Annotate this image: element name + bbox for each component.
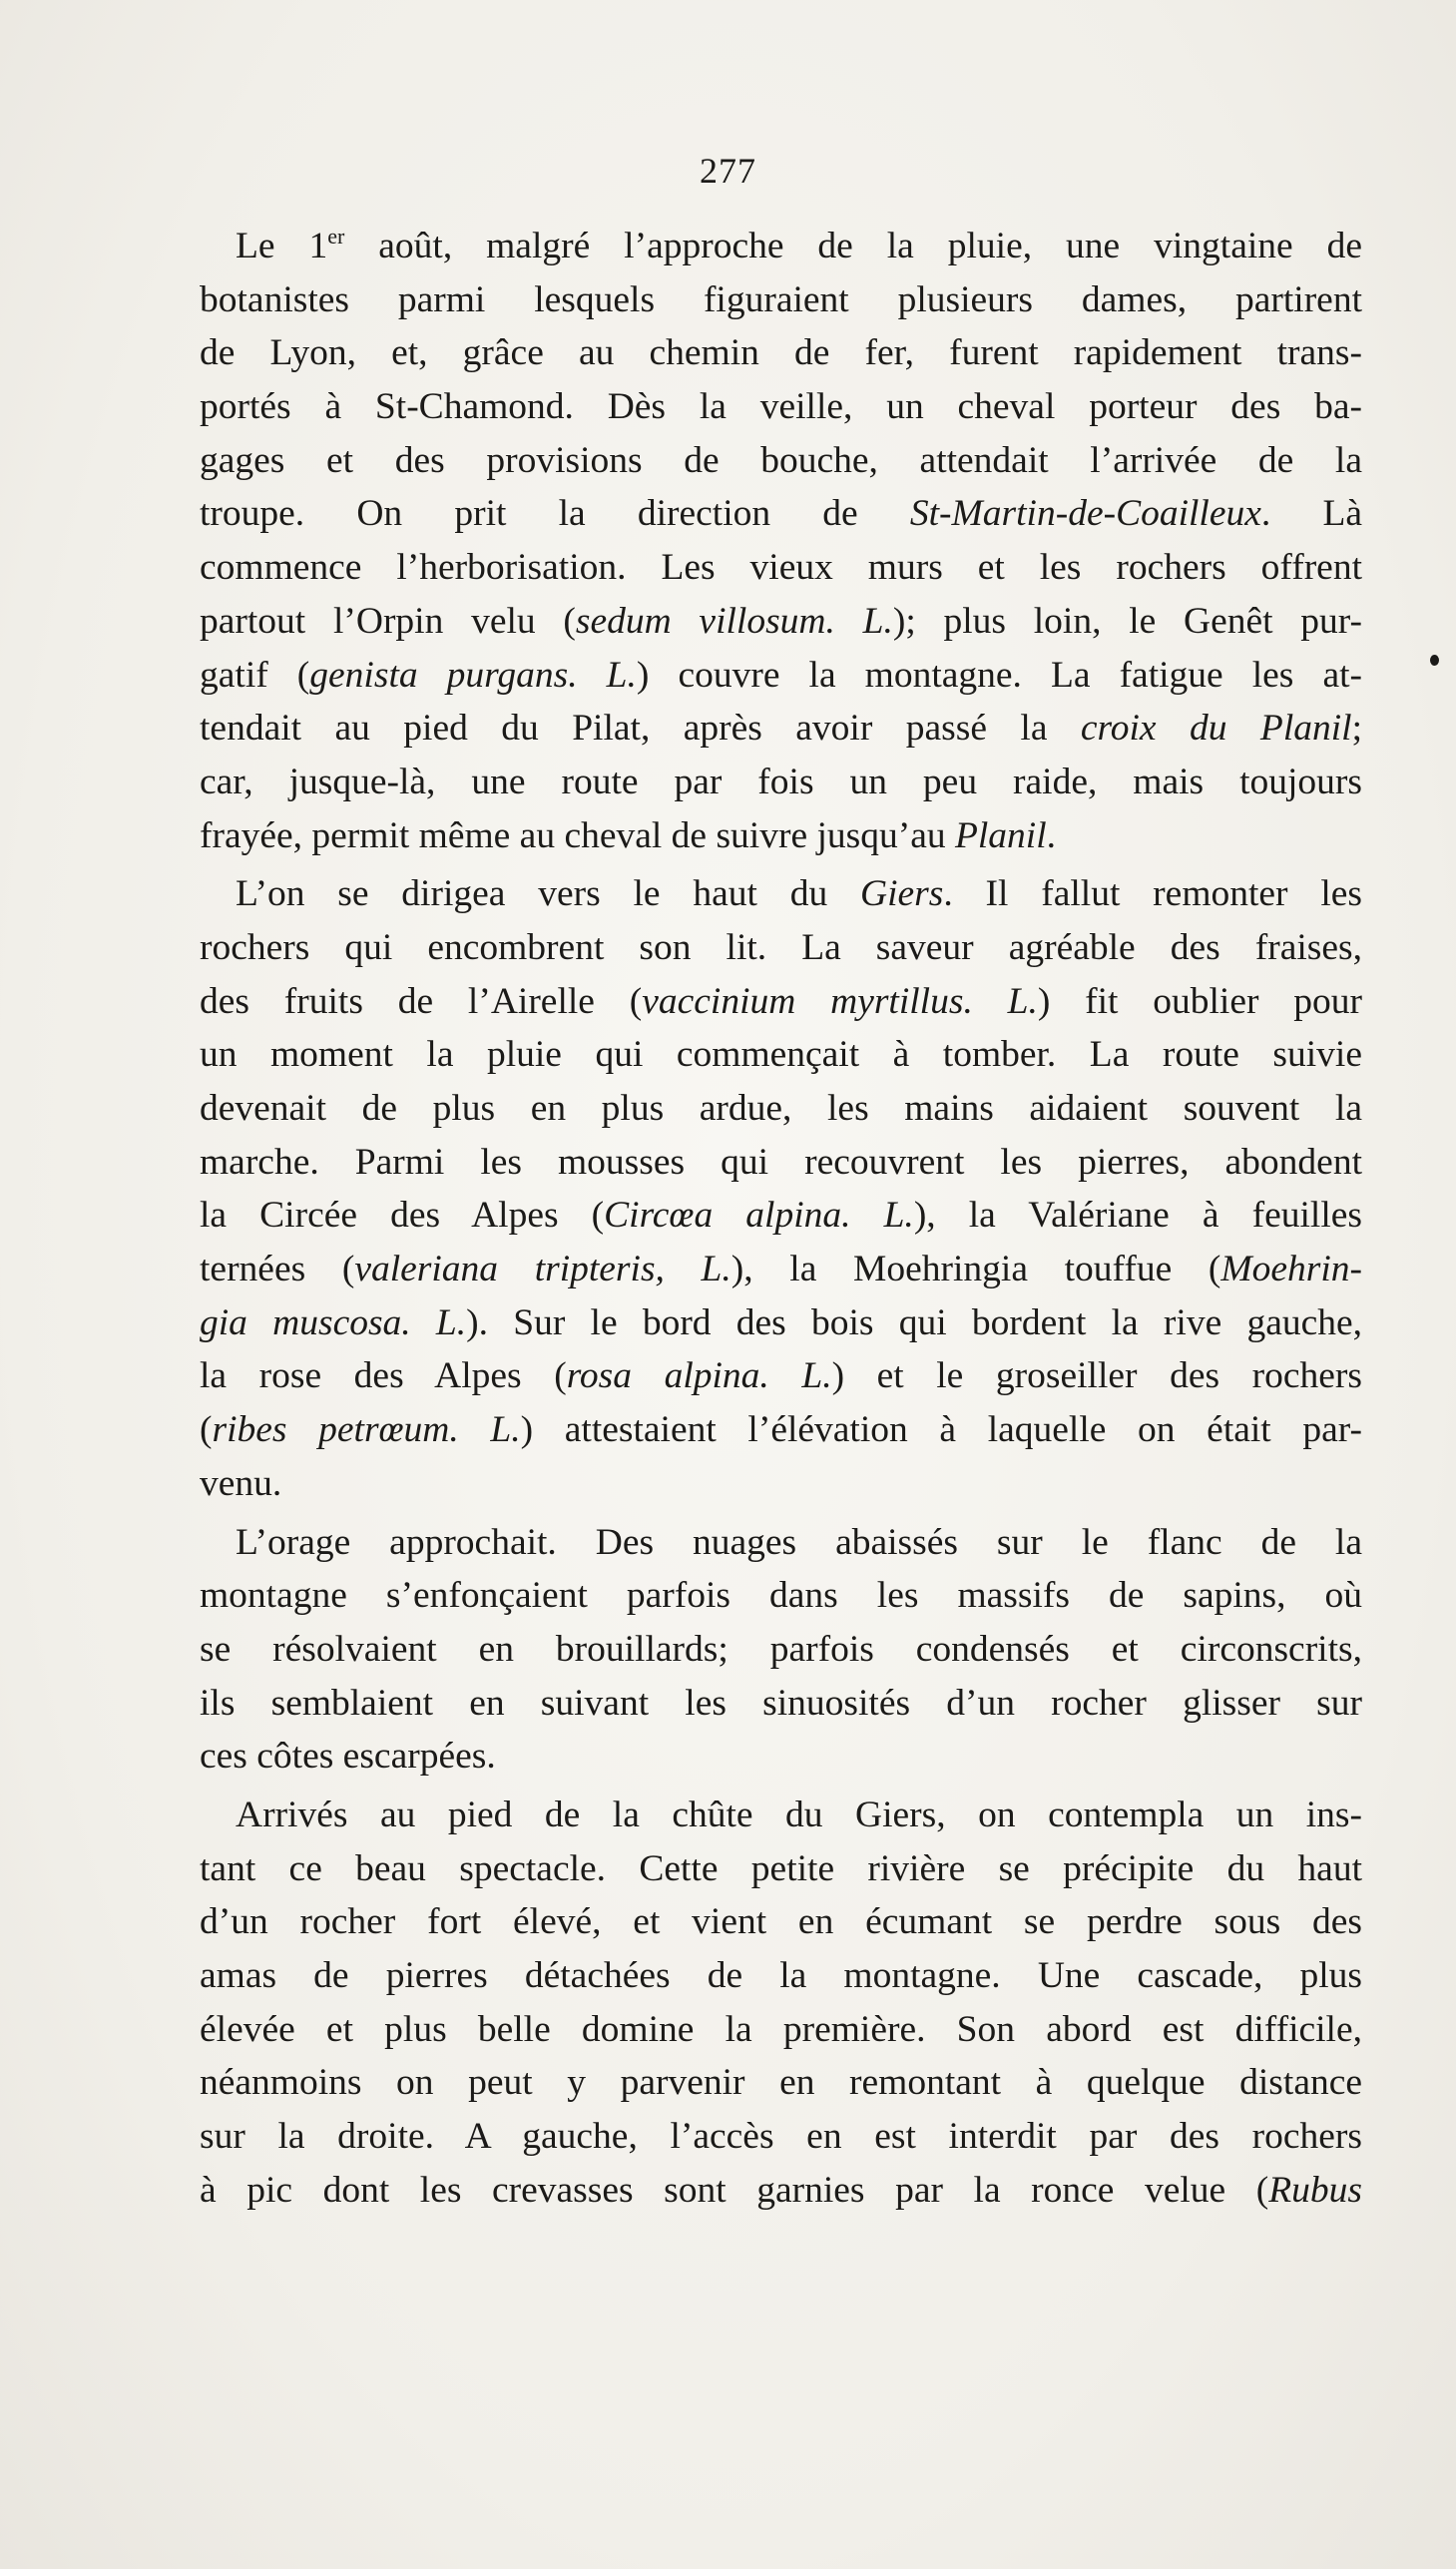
text-line: Arrivés au pied de la chûte du Giers, on contempla un ins- [236,1794,1362,1835]
place-name: St-Martin-de-Coailleux [909,493,1261,535]
paragraph-1 [200,220,1362,862]
text-line: portés à St-Chamond. Dès la veille, un cheval porteur des ba- [200,386,1362,428]
text-line: ils semblaient en suivant les sinuosités d’un rocher glisser sur [200,1682,1362,1724]
ink-mark [1430,655,1439,666]
text-line: tendait au pied du Pilat, après avoir passé la croix du Planil; [200,708,1362,750]
text-line: (ribes petrœum. L.) attestaient l’élévation à laquelle on était par- [200,1409,1362,1451]
text-line: ternées (valeriana tripteris, L.), la Moehringia touffue (Moehrin- [200,1249,1362,1290]
species-name: ribes petrœum. L. [212,1409,521,1451]
text-line: gages et des provisions de bouche, attendait l’arrivée de la [200,439,1362,481]
species-name: rosa alpina. L. [566,1355,832,1397]
text-line: L’on se dirigea vers le haut du Giers. Il fallut remonter les [236,873,1362,915]
text-line: ces côtes escarpées. [200,1736,496,1778]
text-line: devenait de plus en plus ardue, les mains aidaient souvent la [200,1088,1362,1129]
text-line: un moment la pluie qui commençait à tomber. La route suivie [200,1034,1362,1076]
place-name: Giers [860,873,944,915]
ordinal-superscript: er [327,224,345,249]
text-line: se résolvaient en brouillards; parfois condensés et circonscrits, [200,1628,1362,1670]
text-line: Le 1er août, malgré l’approche de la pluie, une vingtaine de [236,224,1362,266]
paragraph-4 [200,1789,1362,2218]
text-line: partout l’Orpin velu (sedum villosum. L.); plus loin, le Genêt pur- [200,600,1362,642]
page-number: 277 [700,151,756,191]
text-line: troupe. On prit la direction de St-Martin-de-Coailleux. Là [200,493,1362,535]
species-name: genista purgans. L. [309,654,637,696]
text-line: sur la droite. A gauche, l’accès en est interdit par des rochers [200,2116,1362,2158]
text-line: à pic dont les crevasses sont garnies par la ronce velue (Rubus [200,2169,1362,2211]
text-line: gia muscosa. L.). Sur le bord des bois qui bordent la rive gauche, [200,1301,1363,1343]
species-name: sedum villosum. L. [575,600,893,642]
paragraph-2 [200,867,1362,1510]
text-line: marche. Parmi les mousses qui recouvrent les pierres, abondent [200,1141,1362,1183]
species-name: Circœa alpina. L. [604,1195,914,1237]
text-line: de Lyon, et, grâce au chemin de fer, furent rapidement trans- [200,332,1362,374]
text-line: commence l’herborisation. Les vieux murs et les rochers offrent [200,547,1362,589]
text-line: d’un rocher fort élevé, et vient en écumant se perdre sous des [200,1901,1362,1943]
text-line: montagne s’enfonçaient parfois dans les massifs de sapins, où [200,1575,1362,1617]
text-line: des fruits de l’Airelle (vaccinium myrtillus. L.) fit oublier pour [200,980,1363,1022]
species-name: vaccinium myrtillus. L. [642,980,1038,1022]
text-line: venu. [200,1462,282,1504]
text-line: amas de pierres détachées de la montagne. Une cascade, plus [200,1955,1362,1996]
paragraph-3 [200,1516,1362,1784]
species-name: valeriana tripteris, L. [354,1249,731,1290]
text-line: la Circée des Alpes (Circœa alpina. L.), la Valériane à feuilles [200,1195,1362,1237]
text-line: la rose des Alpes (rosa alpina. L.) et le groseiller des rochers [200,1355,1362,1397]
text-line: frayée, permit même au cheval de suivre jusqu’au Planil. [200,814,1057,856]
text-line: néanmoins on peut y parvenir en remontant à quelque distance [200,2062,1362,2104]
text-line: L’orage approchait. Des nuages abaissés sur le flanc de la [236,1521,1362,1563]
species-name: Moehrin- [1220,1249,1362,1290]
species-name: Rubus [1268,2169,1362,2211]
text-line: botanistes parmi lesquels figuraient plusieurs dames, partirent [200,278,1362,320]
text-line: car, jusque-là, une route par fois un peu raide, mais toujours [200,761,1362,802]
place-name: croix du Planil [1080,708,1352,750]
text-line: rochers qui encombrent son lit. La saveur agréable des fraises, [200,926,1362,968]
body-text [200,220,1362,2217]
place-name: Planil [954,814,1047,856]
species-name: gia muscosa. L. [200,1301,467,1343]
text-line: élevée et plus belle domine la première. Son abord est difficile, [200,2008,1362,2050]
text-line: tant ce beau spectacle. Cette petite rivière se précipite du haut [200,1847,1362,1889]
text-line: gatif (genista purgans. L.) couvre la montagne. La fatigue les at- [200,654,1363,696]
